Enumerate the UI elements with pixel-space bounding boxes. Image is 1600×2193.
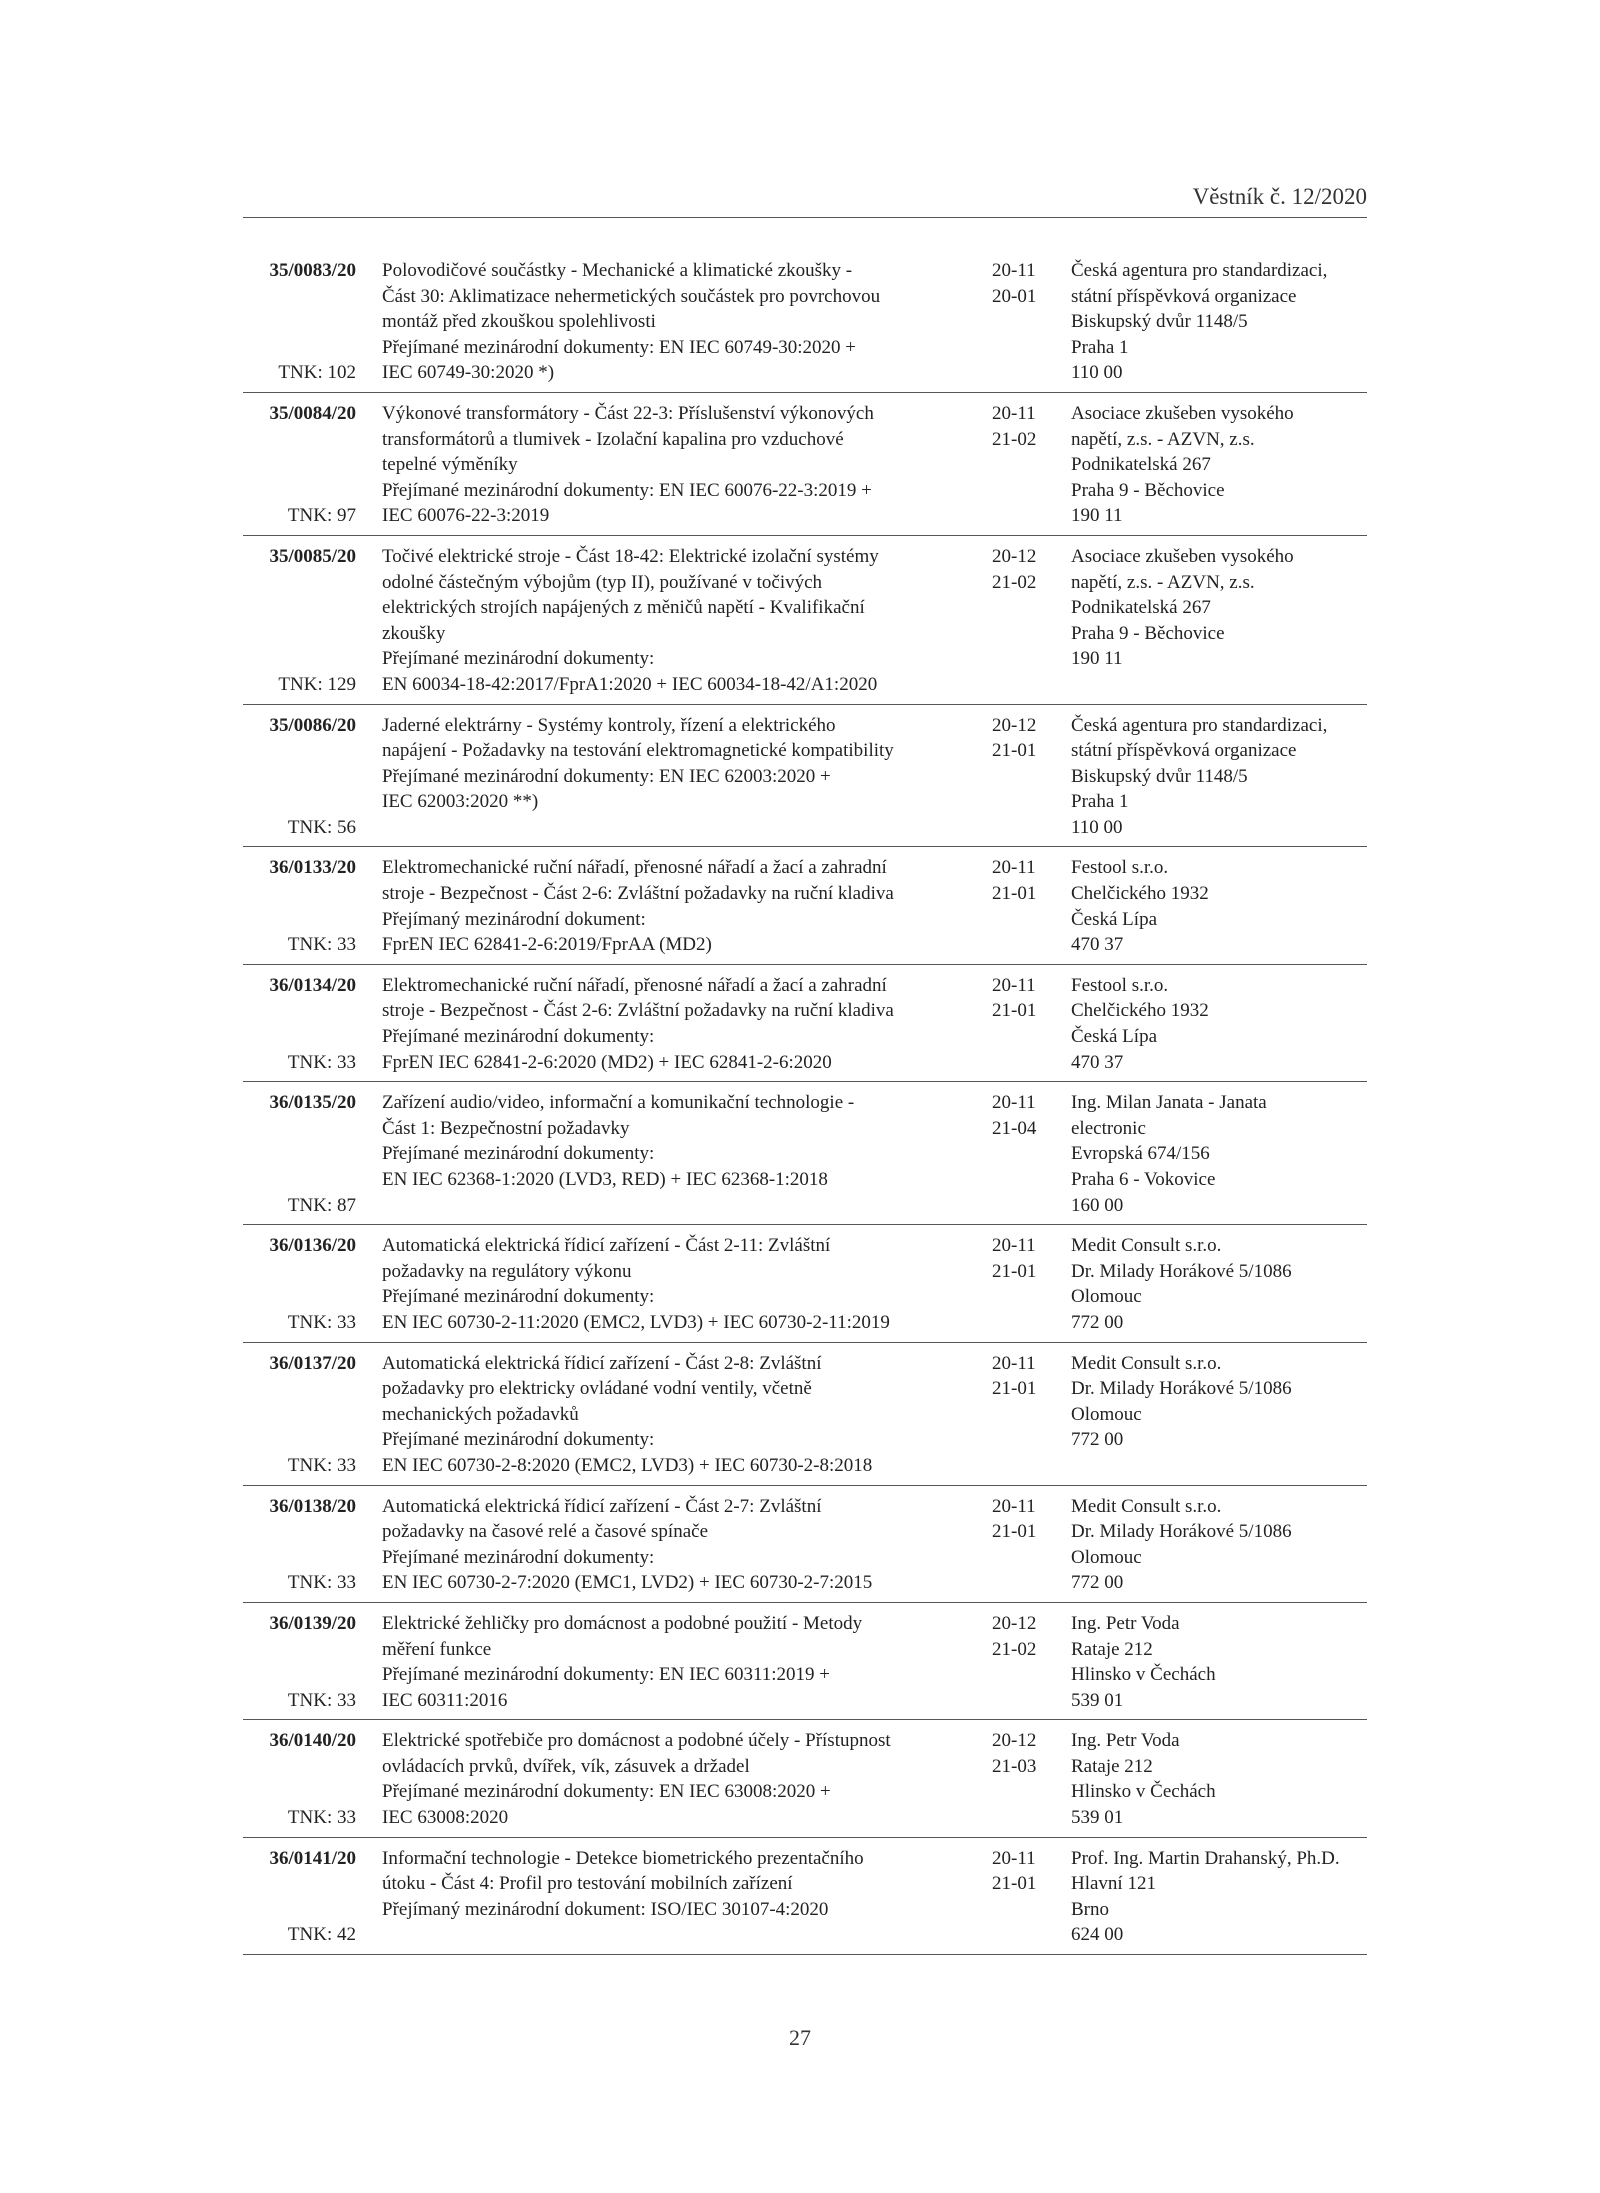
title-line: Přejímané mezinárodní dokumenty: [382, 1143, 655, 1165]
date-value: 20-12 [992, 1730, 1037, 1752]
document-number: 36/0133/20 [269, 857, 356, 879]
address-line: Česká Lípa [1071, 908, 1158, 930]
tnk-number: TNK: 56 [287, 816, 356, 838]
title-line: Výkonové transformátory - Část 22-3: Příslušenství výkonových [382, 402, 874, 424]
title-line: Automatická elektrická řídicí zařízení - Část 2-11: Zvláštní [382, 1235, 831, 1257]
title-line: Přejímané mezinárodní dokumenty: EN IEC 60749-30:2020 + [382, 336, 857, 358]
dates-cell [992, 258, 1071, 386]
title-line: Přejímané mezinárodní dokumenty: [382, 1026, 655, 1048]
document-number: 35/0086/20 [269, 714, 356, 736]
address-line: Olomouc [1071, 1403, 1142, 1425]
title-cell [382, 258, 992, 386]
tnk-number: TNK: 33 [287, 1454, 356, 1476]
date-value: 21-03 [992, 1755, 1037, 1777]
address-line: Prof. Ing. Martin Drahanský, Ph.D. [1071, 1847, 1340, 1869]
title-cell [382, 1090, 992, 1218]
title-line: FprEN IEC 62841-2-6:2020 (MD2) + IEC 62841-2-6:2020 [382, 1051, 832, 1073]
dates-cell [992, 1351, 1071, 1479]
title-cell [382, 401, 992, 529]
page-header: Věstník č. 12/2020 [1192, 184, 1367, 209]
title-line: Informační technologie - Detekce biometrického prezentačního [382, 1847, 864, 1869]
table-row [243, 1090, 1367, 1225]
row-id-cell [243, 1351, 382, 1479]
tnk-number: TNK: 97 [287, 505, 356, 527]
table-row [243, 1233, 1367, 1342]
address-line: Olomouc [1071, 1286, 1142, 1308]
title-line: Polovodičové součástky - Mechanické a klimatické zkoušky - [382, 260, 853, 281]
address-line: Olomouc [1071, 1546, 1142, 1568]
address-line: 539 01 [1071, 1807, 1124, 1829]
title-line: EN IEC 60730-2-8:2020 (EMC2, LVD3) + IEC 60730-2-8:2018 [382, 1454, 873, 1476]
address-cell [1071, 713, 1367, 841]
address-cell [1071, 1494, 1367, 1596]
date-value: 20-11 [992, 1235, 1036, 1257]
address-line: 470 37 [1071, 1051, 1124, 1073]
address-line: Dr. Milady Horákové 5/1086 [1071, 1521, 1292, 1543]
address-line: Biskupský dvůr 1148/5 [1071, 311, 1248, 333]
row-id-cell [243, 855, 382, 957]
tnk-number: TNK: 33 [287, 1807, 356, 1829]
title-line: Elektromechanické ruční nářadí, přenosné nářadí a žací a zahradní [382, 857, 887, 879]
row-id-cell [243, 258, 382, 386]
document-number: 36/0134/20 [269, 974, 356, 996]
title-line: FprEN IEC 62841-2-6:2019/FprAA (MD2) [382, 934, 712, 956]
address-cell [1071, 1090, 1367, 1218]
date-value: 20-11 [992, 974, 1036, 996]
address-line: electronic [1071, 1117, 1146, 1139]
page-number: 27 [789, 2025, 811, 2050]
date-value: 20-11 [992, 857, 1036, 879]
row-id-cell [243, 713, 382, 841]
address-line: Medit Consult s.r.o. [1071, 1352, 1222, 1374]
table-row [243, 544, 1367, 705]
address-line: 470 37 [1071, 934, 1124, 956]
date-value: 20-11 [992, 1495, 1036, 1517]
title-line: Přejímané mezinárodní dokumenty: [382, 648, 655, 670]
date-value: 20-01 [992, 285, 1037, 307]
dates-cell [992, 713, 1071, 841]
title-line: Přejímaný mezinárodní dokument: [382, 908, 646, 930]
date-value: 21-01 [992, 740, 1037, 762]
title-line: Elektromechanické ruční nářadí, přenosné nářadí a žací a zahradní [382, 974, 887, 996]
tnk-number: TNK: 33 [287, 934, 356, 956]
title-line: zkoušky [382, 622, 446, 644]
address-line: Chelčického 1932 [1071, 1000, 1209, 1022]
title-line: Přejímané mezinárodní dokumenty: EN IEC 60076-22-3:2019 + [382, 479, 872, 501]
title-line: odolné částečným výbojům (typ II), používané v točivých [382, 571, 823, 593]
title-line: útoku - Část 4: Profil pro testování mobilních zařízení [382, 1873, 793, 1895]
address-cell [1071, 1611, 1367, 1713]
title-cell [382, 855, 992, 957]
title-line: EN 60034-18-42:2017/FprA1:2020 + IEC 60034-18-42/A1:2020 [382, 673, 878, 695]
document-number: 35/0085/20 [269, 545, 356, 567]
address-line: Praha 9 - Běchovice [1071, 479, 1225, 501]
address-line: Ing. Petr Voda [1071, 1612, 1180, 1634]
dates-cell [992, 855, 1071, 957]
title-cell [382, 1728, 992, 1830]
date-value: 20-11 [992, 1847, 1036, 1869]
address-line: napětí, z.s. - AZVN, z.s. [1071, 571, 1255, 593]
dates-cell [992, 1846, 1071, 1948]
title-line: Přejímané mezinárodní dokumenty: [382, 1286, 655, 1308]
address-line: Rataje 212 [1071, 1755, 1153, 1777]
title-line: IEC 60076-22-3:2019 [382, 505, 550, 527]
title-line: napájení - Požadavky na testování elektromagnetické kompatibility [382, 740, 894, 762]
dates-cell [992, 1090, 1071, 1218]
title-line: IEC 60311:2016 [382, 1689, 508, 1711]
tnk-number: TNK: 129 [278, 673, 356, 695]
address-line: Česká Lípa [1071, 1026, 1158, 1048]
date-value: 21-04 [992, 1117, 1037, 1139]
title-line: Přejímané mezinárodní dokumenty: EN IEC 60311:2019 + [382, 1664, 830, 1686]
title-line: stroje - Bezpečnost - Část 2-6: Zvláštní požadavky na ruční kladiva [382, 1000, 894, 1022]
table-row [243, 401, 1367, 536]
title-line: Elektrické spotřebiče pro domácnost a podobné účely - Přístupnost [382, 1730, 891, 1752]
date-value: 21-02 [992, 1638, 1037, 1660]
address-line: Praha 9 - Běchovice [1071, 622, 1225, 644]
address-line: státní příspěvková organizace [1071, 285, 1297, 307]
title-cell [382, 1351, 992, 1479]
title-line: Přejímaný mezinárodní dokument: ISO/IEC 30107-4:2020 [382, 1898, 829, 1920]
title-line: Elektrické žehličky pro domácnost a podobné použití - Metody [382, 1612, 863, 1634]
dates-cell [992, 401, 1071, 529]
title-cell [382, 1846, 992, 1948]
address-line: Dr. Milady Horákové 5/1086 [1071, 1260, 1292, 1282]
address-line: 539 01 [1071, 1689, 1124, 1711]
title-line: Automatická elektrická řídicí zařízení - Část 2-7: Zvláštní [382, 1495, 822, 1517]
document-number: 36/0141/20 [269, 1847, 356, 1869]
tnk-number: TNK: 33 [287, 1051, 356, 1073]
table-row [243, 1351, 1367, 1486]
title-line: Část 1: Bezpečnostní požadavky [382, 1117, 630, 1139]
address-line: Evropská 674/156 [1071, 1143, 1210, 1165]
address-line: Medit Consult s.r.o. [1071, 1495, 1222, 1517]
title-line: Přejímané mezinárodní dokumenty: EN IEC 63008:2020 + [382, 1781, 831, 1803]
address-line: Ing. Petr Voda [1071, 1730, 1180, 1752]
address-cell [1071, 973, 1367, 1075]
title-line: požadavky na regulátory výkonu [382, 1260, 632, 1282]
address-cell [1071, 855, 1367, 957]
date-value: 21-01 [992, 1000, 1037, 1022]
address-cell [1071, 401, 1367, 529]
title-line: stroje - Bezpečnost - Část 2-6: Zvláštní požadavky na ruční kladiva [382, 883, 894, 905]
title-line: transformátorů a tlumivek - Izolační kapalina pro vzduchové [382, 428, 844, 450]
address-line: Česká agentura pro standardizaci, [1071, 260, 1328, 281]
title-line: Automatická elektrická řídicí zařízení - Část 2-8: Zvláštní [382, 1352, 822, 1374]
title-line: požadavky na časové relé a časové spínače [382, 1521, 708, 1543]
table-row [243, 973, 1367, 1082]
address-line: Hlavní 121 [1071, 1873, 1156, 1895]
row-id-cell [243, 973, 382, 1075]
row-id-cell [243, 1611, 382, 1713]
title-line: ovládacích prvků, dvířek, vík, zásuvek a držadel [382, 1755, 750, 1777]
table-row [243, 1494, 1367, 1603]
dates-cell [992, 973, 1071, 1075]
document-number: 36/0138/20 [269, 1495, 356, 1517]
title-line: tepelné výměníky [382, 454, 518, 476]
address-line: Praha 6 - Vokovice [1071, 1169, 1216, 1190]
document-number: 35/0083/20 [269, 260, 356, 281]
address-line: 772 00 [1071, 1429, 1124, 1451]
document-number: 36/0137/20 [269, 1352, 356, 1374]
date-value: 20-12 [992, 1612, 1037, 1634]
row-id-cell [243, 401, 382, 529]
title-line: elektrických strojích napájených z měničů napětí - Kvalifikační [382, 597, 865, 619]
title-line: EN IEC 60730-2-7:2020 (EMC1, LVD2) + IEC 60730-2-7:2015 [382, 1572, 873, 1594]
dates-cell [992, 1728, 1071, 1830]
date-value: 20-11 [992, 1352, 1036, 1374]
table-row [243, 258, 1367, 393]
address-line: Podnikatelská 267 [1071, 454, 1211, 476]
address-line: napětí, z.s. - AZVN, z.s. [1071, 428, 1255, 450]
document-number: 35/0084/20 [269, 402, 356, 424]
row-id-cell [243, 1728, 382, 1830]
tnk-number: TNK: 33 [287, 1689, 356, 1711]
address-line: Praha 1 [1071, 791, 1129, 813]
title-line: mechanických požadavků [382, 1403, 579, 1425]
address-line: Dr. Milady Horákové 5/1086 [1071, 1378, 1292, 1400]
title-line: EN IEC 62368-1:2020 (LVD3, RED) + IEC 62368-1:2018 [382, 1169, 828, 1190]
dates-cell [992, 1494, 1071, 1596]
tnk-number: TNK: 33 [287, 1311, 356, 1333]
title-cell [382, 1611, 992, 1713]
address-line: 190 11 [1071, 648, 1123, 670]
address-line: 772 00 [1071, 1572, 1124, 1594]
address-line: Podnikatelská 267 [1071, 597, 1211, 619]
date-value: 21-01 [992, 1521, 1037, 1543]
title-line: Točivé elektrické stroje - Část 18-42: Elektrické izolační systémy [382, 545, 879, 567]
date-value: 20-12 [992, 714, 1037, 736]
date-value: 21-01 [992, 1873, 1037, 1895]
row-id-cell [243, 1233, 382, 1335]
dates-cell [992, 1611, 1071, 1713]
address-line: Asociace zkušeben vysokého [1071, 402, 1294, 424]
title-line: Část 30: Aklimatizace nehermetických součástek pro povrchovou [382, 285, 881, 307]
address-line: Brno [1071, 1898, 1109, 1920]
address-line: 772 00 [1071, 1311, 1124, 1333]
table-row [243, 1846, 1367, 1955]
row-id-cell [243, 1090, 382, 1218]
date-value: 21-01 [992, 883, 1037, 905]
row-id-cell [243, 1494, 382, 1596]
title-line: Přejímané mezinárodní dokumenty: EN IEC 62003:2020 + [382, 765, 831, 787]
date-value: 20-12 [992, 545, 1037, 567]
address-line: Biskupský dvůr 1148/5 [1071, 765, 1248, 787]
title-line: požadavky pro elektricky ovládané vodní ventily, včetně [382, 1378, 812, 1400]
title-cell [382, 973, 992, 1075]
address-line: Ing. Milan Janata - Janata [1071, 1092, 1267, 1114]
table-row [243, 1728, 1367, 1837]
date-value: 21-01 [992, 1378, 1037, 1400]
address-line: Chelčického 1932 [1071, 883, 1209, 905]
title-line: Přejímané mezinárodní dokumenty: [382, 1429, 655, 1451]
address-line: Medit Consult s.r.o. [1071, 1235, 1222, 1257]
title-line: IEC 60749-30:2020 *) [382, 362, 555, 384]
title-line: Jaderné elektrárny - Systémy kontroly, řízení a elektrického [382, 714, 836, 736]
title-line: IEC 62003:2020 **) [382, 791, 539, 813]
table-row [243, 855, 1367, 964]
address-cell [1071, 1233, 1367, 1335]
dates-cell [992, 544, 1071, 698]
title-line: měření funkce [382, 1638, 492, 1660]
row-id-cell [243, 1846, 382, 1948]
date-value: 20-11 [992, 402, 1036, 424]
table-row [243, 713, 1367, 848]
date-value: 21-01 [992, 1260, 1037, 1282]
address-line: 624 00 [1071, 1924, 1124, 1946]
address-line: Rataje 212 [1071, 1638, 1153, 1660]
title-cell [382, 544, 992, 698]
address-line: Festool s.r.o. [1071, 974, 1169, 996]
address-line: Praha 1 [1071, 336, 1129, 358]
row-id-cell [243, 544, 382, 698]
dates-cell [992, 1233, 1071, 1335]
address-line: Hlinsko v Čechách [1071, 1664, 1216, 1686]
document-number: 36/0140/20 [269, 1730, 356, 1752]
address-cell [1071, 544, 1367, 698]
title-line: IEC 63008:2020 [382, 1807, 509, 1829]
address-line: 160 00 [1071, 1194, 1124, 1216]
title-cell [382, 1233, 992, 1335]
address-line: Hlinsko v Čechách [1071, 1781, 1216, 1803]
date-value: 21-02 [992, 571, 1037, 593]
date-value: 21-02 [992, 428, 1037, 450]
address-line: státní příspěvková organizace [1071, 740, 1297, 762]
address-cell [1071, 258, 1367, 386]
date-value: 20-11 [992, 1092, 1036, 1114]
tnk-number: TNK: 87 [287, 1194, 356, 1216]
document-number: 36/0139/20 [269, 1612, 356, 1634]
address-cell [1071, 1846, 1367, 1948]
document-number: 36/0135/20 [269, 1092, 356, 1114]
address-line: 110 00 [1071, 362, 1123, 384]
date-value: 20-11 [992, 260, 1036, 281]
title-cell [382, 713, 992, 841]
table-row [243, 1611, 1367, 1720]
standards-table [243, 258, 1367, 1963]
title-line: EN IEC 60730-2-11:2020 (EMC2, LVD3) + IEC 60730-2-11:2019 [382, 1311, 890, 1333]
title-line: montáž před zkouškou spolehlivosti [382, 311, 656, 333]
address-line: Česká agentura pro standardizaci, [1071, 714, 1328, 736]
tnk-number: TNK: 33 [287, 1572, 356, 1594]
address-line: 110 00 [1071, 816, 1123, 838]
title-line: Zařízení audio/video, informační a komunikační technologie - [382, 1092, 855, 1114]
header-rule [243, 217, 1367, 218]
address-cell [1071, 1728, 1367, 1830]
title-line: Přejímané mezinárodní dokumenty: [382, 1546, 655, 1568]
address-cell [1071, 1351, 1367, 1479]
document-number: 36/0136/20 [269, 1235, 356, 1257]
tnk-number: TNK: 102 [278, 362, 356, 384]
title-cell [382, 1494, 992, 1596]
address-line: Asociace zkušeben vysokého [1071, 545, 1294, 567]
address-line: Festool s.r.o. [1071, 857, 1169, 879]
tnk-number: TNK: 42 [287, 1924, 356, 1946]
address-line: 190 11 [1071, 505, 1123, 527]
